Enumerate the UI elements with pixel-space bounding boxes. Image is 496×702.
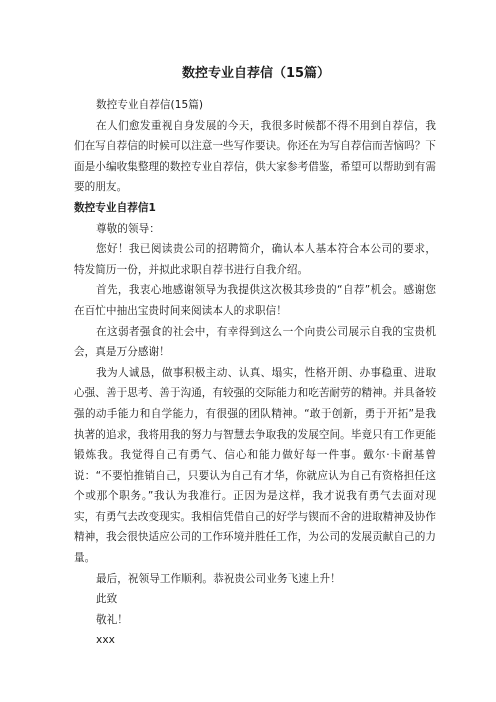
body-paragraph-4: 我为人诚恳，做事积极主动、认真、塌实，性格开朗、办事稳重、进取心强、善于思考、善于沟通，有较强的交际能力和吃苦耐劳的精神。并具备较强的动手能力和自学能力，有很强的团队精神。“敢于创新，勇于开拓”是我执著的追求，我将用我的努力与智慧去争取我的发展空间。毕竟只有工作更能锻炼我。我觉得自己有勇气、信心和能力做好每一件事。戴尔·卡耐基曾说：“不要怕推销自己，只要认为自己有才华，你就应认为自己有资格担任这个或那个职务。”我认为我准行。正因为是这样，我才说我有勇气去面对现实，有勇气去改变现实。我相信凭借自己的好学与锲而不舍的进取精神及协作精神，我会很快适应公司的工作环境并胜任工作，为公司的发展贡献自己的力量。 — [74, 366, 436, 565]
intro-paragraph: 在人们愈发重视自身发展的今天，我很多时候都不得不用到自荐信，我们在写自荐信的时候可以注意一些写作要诀。你还在为写自荐信而苦恼吗？下面是小编收集整理的数控专业自荐信，供大家参考借鉴，希望可以帮助到有需要的朋友。 — [74, 119, 436, 194]
subtitle-paragraph: 数控专业自荐信(15篇) — [96, 99, 204, 111]
closing-wish: 最后，祝领导工作顺利。恭祝贵公司业务飞速上升！ — [96, 572, 341, 585]
signature: xxx — [96, 634, 115, 647]
body-paragraph-3: 在这弱者强食的社会中，有幸得到这么一个向贵公司展示自我的宝贵机会，真是万分感谢！ — [74, 325, 436, 359]
closing-jingli: 敬礼！ — [96, 613, 128, 626]
body-paragraph-2: 首先，我衷心地感谢领导为我提供这次极其珍贵的“自荐”机会。感谢您在百忙中抽出宝贵时间来阅读本人的求职信！ — [74, 284, 436, 317]
body-paragraph-1: 您好！我已阅读贵公司的招聘简介，确认本人基本符合本公司的要求，特发简历一份，并拟此求职自荐书进行自我介绍。 — [74, 243, 436, 276]
document-title: 数控专业自荐信（15篇） — [181, 66, 331, 81]
section-heading: 数控专业自荐信1 — [74, 201, 156, 214]
closing-cizhi: 此致 — [96, 593, 118, 606]
salutation: 尊敬的领导： — [96, 222, 160, 235]
